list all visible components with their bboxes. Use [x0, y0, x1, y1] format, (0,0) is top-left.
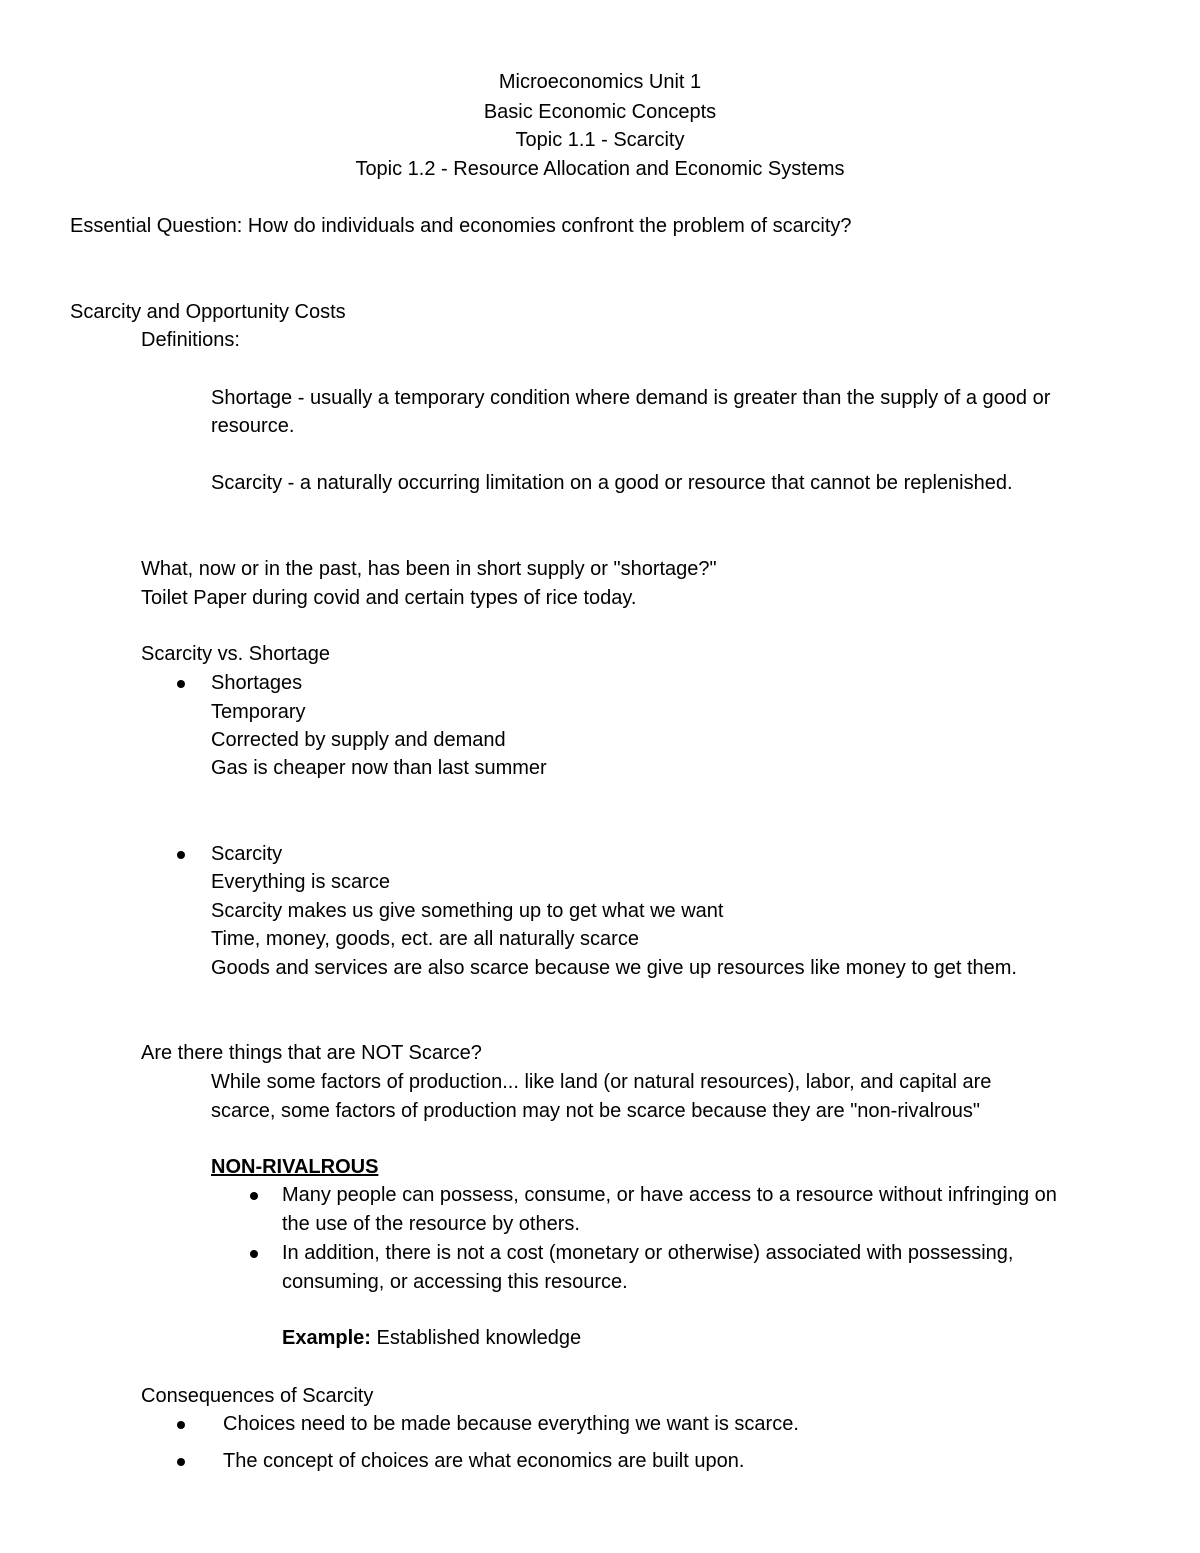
bullet-icon — [177, 1421, 185, 1429]
bullet-icon — [177, 851, 185, 859]
doc-title: Microeconomics Unit 1 — [498, 71, 702, 93]
doc-subtitle: Basic Economic Concepts — [483, 101, 717, 123]
essential-question: Essential Question: How do individuals and economies confront the problem of scarcity? — [70, 215, 852, 237]
not-scarce-text-cont: scarce, some factors of production may not be scarce because they are "non-rivalrous" — [211, 1100, 981, 1122]
shortages-label: Shortages — [211, 672, 303, 694]
bullet-icon — [250, 1192, 258, 1200]
non-rivalrous-point: Many people can possess, consume, or have access to a resource without infringing on — [282, 1184, 1057, 1206]
shortages-item: Gas is cheaper now than last summer — [211, 757, 547, 779]
example-label: Example: — [282, 1327, 371, 1349]
shortage-definition-cont: resource. — [211, 415, 295, 437]
scarcity-item: Goods and services are also scarce because we give up resources like money to get them. — [211, 957, 1017, 979]
scarcity-item: Scarcity makes us give something up to get what we want — [211, 900, 724, 922]
scarcity-definition: Scarcity - a naturally occurring limitation on a good or resource that cannot be replenished. — [211, 472, 1013, 494]
non-rivalrous-point-cont: the use of the resource by others. — [282, 1213, 580, 1235]
shortage-question: What, now or in the past, has been in short supply or "shortage?" — [141, 558, 717, 580]
shortage-definition: Shortage - usually a temporary condition where demand is greater than the supply of a good or — [211, 387, 1051, 409]
bullet-icon — [250, 1250, 258, 1258]
not-scarce-text: While some factors of production... like land (or natural resources), labor, and capital are — [211, 1071, 992, 1093]
bullet-icon — [177, 1458, 185, 1466]
topic-1-1: Topic 1.1 - Scarcity — [515, 129, 685, 151]
section-title-scarcity-opportunity-costs: Scarcity and Opportunity Costs — [70, 301, 346, 323]
consequence-item: Choices need to be made because everything we want is scarce. — [223, 1413, 799, 1435]
comparison-title: Scarcity vs. Shortage — [141, 643, 330, 665]
non-rivalrous-point: In addition, there is not a cost (monetary or otherwise) associated with possessing, — [282, 1242, 1014, 1264]
example-line — [282, 1326, 581, 1350]
non-rivalrous-point-cont: consuming, or accessing this resource. — [282, 1271, 628, 1293]
scarcity-label: Scarcity — [211, 843, 283, 865]
shortages-item: Corrected by supply and demand — [211, 729, 506, 751]
scarcity-item: Time, money, goods, ect. are all naturally scarce — [211, 928, 639, 950]
not-scarce-question: Are there things that are NOT Scarce? — [141, 1042, 482, 1064]
bullet-icon — [177, 680, 185, 688]
non-rivalrous-heading: NON-RIVALROUS — [211, 1156, 379, 1178]
scarcity-item: Everything is scarce — [211, 871, 390, 893]
shortage-answer: Toilet Paper during covid and certain types of rice today. — [141, 587, 637, 609]
shortages-item: Temporary — [211, 701, 306, 723]
definitions-label: Definitions: — [141, 329, 240, 351]
consequences-title: Consequences of Scarcity — [141, 1385, 374, 1407]
topic-1-2: Topic 1.2 - Resource Allocation and Economic Systems — [355, 158, 845, 180]
consequence-item: The concept of choices are what economics are built upon. — [223, 1450, 745, 1472]
example-text: Established knowledge — [370, 1327, 582, 1349]
